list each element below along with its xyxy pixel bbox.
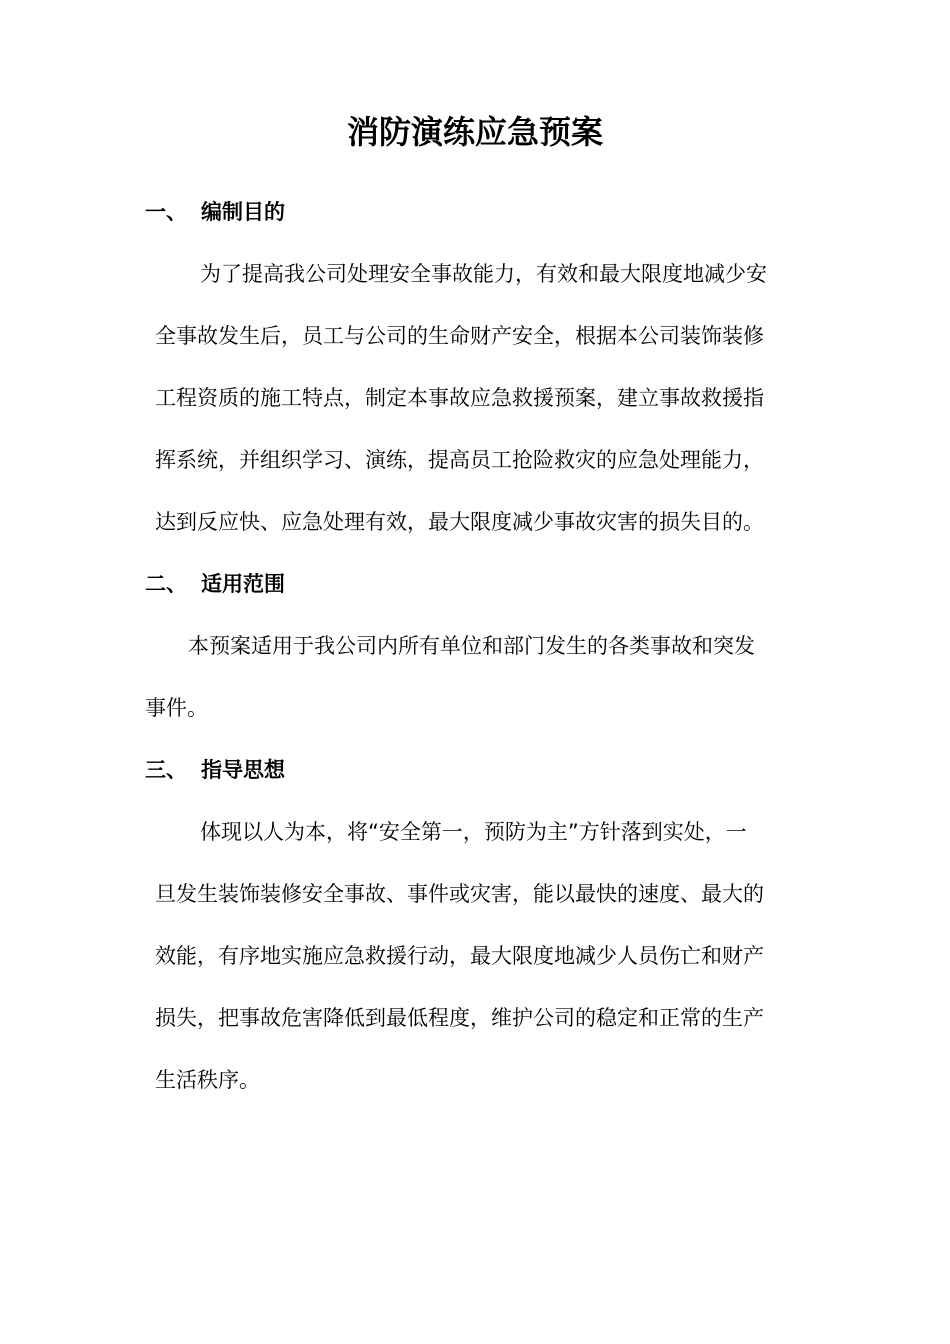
paragraph-line: 旦发生装饰装修安全事故、事件或灾害，能以最快的速度、最大的 xyxy=(155,882,764,906)
paragraph-line: 为了提高我公司处理安全事故能力，有效和最大限度地减少安 xyxy=(200,262,767,286)
section-title: 编制目的 xyxy=(201,200,285,224)
paragraph-line: 事件。 xyxy=(145,696,208,720)
section-heading-scope xyxy=(145,568,805,600)
paragraph-line: 挥系统，并组织学习、演练，提高员工抢险救灾的应急处理能力， xyxy=(155,448,764,472)
section-title: 指导思想 xyxy=(201,758,285,782)
section-number: 二、 xyxy=(145,572,187,596)
paragraph-line: 全事故发生后，员工与公司的生命财产安全，根据本公司装饰装修 xyxy=(155,324,764,348)
section-number: 三、 xyxy=(145,758,187,782)
paragraph-line: 损失，把事故危害降低到最低程度，维护公司的稳定和正常的生产 xyxy=(155,1006,764,1030)
paragraph-line: 本预案适用于我公司内所有单位和部门发生的各类事故和突发 xyxy=(188,634,755,658)
paragraph-line: 生活秩序。 xyxy=(155,1068,260,1092)
page-title: 消防演练应急预案 xyxy=(346,113,603,151)
section-title: 适用范围 xyxy=(201,572,285,596)
paragraph-line: 效能，有序地实施应急救援行动，最大限度地减少人员伤亡和财产 xyxy=(155,944,764,968)
section-heading-guiding-principle xyxy=(145,754,805,786)
paragraph-line: 体现以人为本，将“安全第一，预防为主”方针落到实处，一 xyxy=(200,820,747,844)
paragraph-line: 达到反应快、应急处理有效，最大限度减少事故灾害的损失目的。 xyxy=(155,510,764,534)
section-heading-purpose xyxy=(145,196,805,228)
section-number: 一、 xyxy=(145,200,187,224)
paragraph-line: 工程资质的施工特点，制定本事故应急救援预案，建立事故救援指 xyxy=(155,386,764,410)
